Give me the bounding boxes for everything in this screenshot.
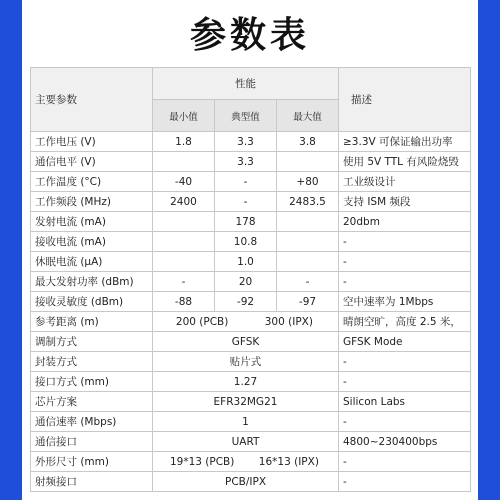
header-main-params: 主要参数 — [31, 68, 153, 132]
min-value — [153, 232, 215, 252]
table-row — [31, 252, 471, 272]
typical-value: 178 — [215, 212, 277, 232]
max-value: 3.8 — [277, 132, 339, 152]
typical-value: 20 — [215, 272, 277, 292]
spanned-value: UART — [153, 432, 339, 452]
typical-value: -92 — [215, 292, 277, 312]
description-cell: ≥3.3V 可保证输出功率 — [339, 132, 471, 152]
param-name: 休眠电流 (μA) — [31, 252, 153, 272]
param-name: 芯片方案 — [31, 392, 153, 412]
header-min: 最小值 — [153, 100, 215, 132]
description-cell: 晴朗空旷，高度 2.5 米， — [339, 312, 471, 332]
typical-value: - — [215, 172, 277, 192]
min-value — [153, 152, 215, 172]
min-value: 2400 — [153, 192, 215, 212]
param-name: 通信接口 — [31, 432, 153, 452]
table-row — [31, 352, 471, 372]
max-value: +80 — [277, 172, 339, 192]
max-value: 2483.5 — [277, 192, 339, 212]
header-description: 描述 — [339, 68, 471, 132]
table-row — [31, 132, 471, 152]
table-row — [31, 312, 471, 332]
description-cell: 支持 ISM 频段 — [339, 192, 471, 212]
param-name: 通信电平 (V) — [31, 152, 153, 172]
table-row — [31, 452, 471, 472]
description-cell: GFSK Mode — [339, 332, 471, 352]
description-cell: - — [339, 272, 471, 292]
table-row — [31, 232, 471, 252]
table-row — [31, 332, 471, 352]
description-cell: 20dbm — [339, 212, 471, 232]
table-row — [31, 172, 471, 192]
spanned-value: 1.27 — [153, 372, 339, 392]
min-value — [153, 212, 215, 232]
table-row — [31, 412, 471, 432]
header-performance: 性能 — [153, 68, 339, 100]
page-title: 参数表 — [189, 15, 310, 56]
value-variant-a: 19*13 (PCB) — [169, 455, 235, 468]
three-value-rows — [31, 132, 471, 312]
table-row — [31, 192, 471, 212]
spanned-value — [153, 452, 339, 472]
description-cell: - — [339, 352, 471, 372]
param-name: 发射电流 (mA) — [31, 212, 153, 232]
description-cell: - — [339, 372, 471, 392]
param-name: 最大发射功率 (dBm) — [31, 272, 153, 292]
parameter-table — [30, 67, 471, 492]
description-cell: - — [339, 472, 471, 492]
description-cell: - — [339, 412, 471, 432]
value-variant-a: 200 (PCB) — [175, 315, 229, 328]
description-cell: - — [339, 232, 471, 252]
max-value — [277, 152, 339, 172]
typical-value: 10.8 — [215, 232, 277, 252]
param-name: 工作温度 (°C) — [31, 172, 153, 192]
max-value — [277, 212, 339, 232]
value-variant-b: 300 (IPX) — [264, 315, 313, 328]
description-cell: 工业级设计 — [339, 172, 471, 192]
table-row — [31, 392, 471, 412]
min-value: - — [153, 272, 215, 292]
header-max: 最大值 — [277, 100, 339, 132]
spanned-value: GFSK — [153, 332, 339, 352]
spanned-value: EFR32MG21 — [153, 392, 339, 412]
value-variant-b: 16*13 (IPX) — [258, 455, 319, 468]
max-value — [277, 252, 339, 272]
spanned-value: PCB/IPX — [153, 472, 339, 492]
typical-value: 1.0 — [215, 252, 277, 272]
description-cell: 4800~230400bps — [339, 432, 471, 452]
max-value: -97 — [277, 292, 339, 312]
param-name: 通信速率 (Mbps) — [31, 412, 153, 432]
table-row — [31, 292, 471, 312]
description-cell: Silicon Labs — [339, 392, 471, 412]
param-name: 工作电压 (V) — [31, 132, 153, 152]
spanned-value-rows — [31, 312, 471, 492]
description-cell: 空中速率为 1Mbps — [339, 292, 471, 312]
min-value: -40 — [153, 172, 215, 192]
param-name: 射频接口 — [31, 472, 153, 492]
spanned-value: 贴片式 — [153, 352, 339, 372]
table-row — [31, 432, 471, 452]
spec-sheet — [22, 0, 478, 500]
typical-value: - — [215, 192, 277, 212]
header-typical: 典型值 — [215, 100, 277, 132]
param-name: 参考距离 (m) — [31, 312, 153, 332]
min-value — [153, 252, 215, 272]
min-value: 1.8 — [153, 132, 215, 152]
spanned-value: 1 — [153, 412, 339, 432]
param-name: 接收电流 (mA) — [31, 232, 153, 252]
table-row — [31, 472, 471, 492]
table-row — [31, 212, 471, 232]
description-cell: 使用 5V TTL 有风险烧毁 — [339, 152, 471, 172]
table-row — [31, 152, 471, 172]
param-name: 接收灵敏度 (dBm) — [31, 292, 153, 312]
min-value: -88 — [153, 292, 215, 312]
param-name: 封装方式 — [31, 352, 153, 372]
max-value: - — [277, 272, 339, 292]
param-name: 接口方式 (mm) — [31, 372, 153, 392]
typical-value: 3.3 — [215, 152, 277, 172]
typical-value: 3.3 — [215, 132, 277, 152]
spanned-value — [153, 312, 339, 332]
param-name: 外形尺寸 (mm) — [31, 452, 153, 472]
param-name: 调制方式 — [31, 332, 153, 352]
table-row — [31, 372, 471, 392]
description-cell: - — [339, 252, 471, 272]
param-name: 工作频段 (MHz) — [31, 192, 153, 212]
table-row — [31, 272, 471, 292]
description-cell: - — [339, 452, 471, 472]
max-value — [277, 232, 339, 252]
